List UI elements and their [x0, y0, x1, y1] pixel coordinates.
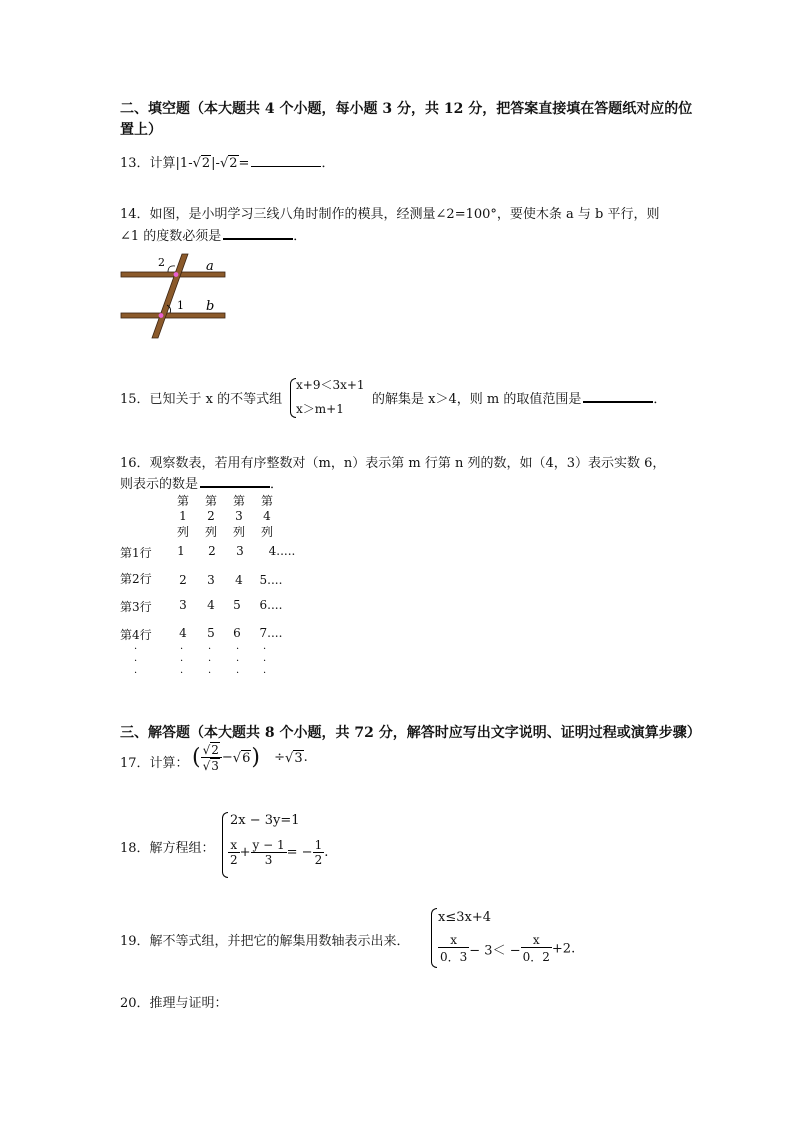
- q17-fraction: $\frac{√2}{√3}$: [201, 742, 222, 773]
- section2-title-line1: 二、填空题（本大题共 4 个小题，每小题 3 分，共 12 分，把答案直接填在答题纸对应的位: [120, 101, 693, 117]
- q14-parallel-strips-figure: [118, 252, 230, 340]
- section3-title: 三、解答题（本大题共 8 个小题，共 72 分，解答时应写出文字说明、证明过程或演算步骤）: [120, 725, 701, 741]
- q15-answer-blank: [583, 389, 653, 403]
- ellipsis-col-label: · · ·: [134, 644, 138, 679]
- q15-inequality-1: x+9＜3x+1: [296, 378, 365, 392]
- table-cell: 5: [207, 626, 215, 640]
- ellipsis-col-1: · · ·: [180, 644, 184, 679]
- q15-tail: ．: [653, 392, 667, 407]
- q18-equation-1: 2x − 3y=1: [230, 813, 300, 828]
- ellipsis-col-2: · · ·: [208, 644, 212, 679]
- q13-radicand-1: 2: [201, 156, 211, 171]
- ellipsis-col-4: · · ·: [263, 644, 267, 679]
- angle2-arc: [168, 266, 175, 272]
- q15-prefix: 15．已知关于 x 的不等式组: [120, 392, 283, 407]
- col-header-3: 第 3 列: [232, 494, 245, 539]
- q13-mid: |-: [211, 156, 220, 171]
- row-label-4: 第4行: [120, 628, 152, 642]
- table-cell: 4: [235, 573, 243, 587]
- table-cell: 5....: [259, 573, 283, 587]
- col-header-4: 第 4 列: [260, 494, 273, 539]
- q13-number: 13．: [120, 156, 150, 171]
- table-cell: 3: [207, 573, 215, 587]
- table-cell: 6: [233, 626, 241, 640]
- table-cell: 4: [179, 626, 187, 640]
- table-cell: 1: [177, 544, 185, 558]
- q19-inequality-2: $\frac{x}{0.3}$ − 3＜ − $\frac{x}{0.2}$ +2.: [440, 933, 576, 964]
- q13-radicand-2: 2: [229, 156, 238, 171]
- q16-tail: ．: [270, 477, 284, 492]
- q13-tail: ．: [321, 156, 335, 171]
- q20-text: 20．推理与证明：: [120, 996, 228, 1011]
- table-cell: 3: [236, 544, 244, 558]
- pin-bottom: [159, 313, 164, 318]
- question-13: 13．计算|1-√2|-√2= ．: [120, 156, 335, 171]
- q13-equals: =: [238, 156, 250, 171]
- q16-line2-text: 则表示的数是: [120, 477, 199, 492]
- q17-expression: ( $\frac{√2}{√3}$ −√6) ÷√3.: [192, 743, 308, 773]
- table-cell: 4: [207, 598, 215, 612]
- q16-answer-blank: [200, 474, 270, 488]
- label-angle-2: 2: [158, 256, 165, 269]
- row-label-1: 第1行: [120, 546, 152, 560]
- q16-line2: [120, 473, 283, 492]
- ellipsis-col-3: · · ·: [236, 644, 240, 679]
- q15-suffix: [372, 388, 666, 407]
- section2-title-line2: 置上）: [120, 122, 162, 138]
- row-label-2: 第2行: [120, 572, 152, 586]
- q14-tail: ．: [293, 229, 307, 244]
- label-line-a: a: [206, 259, 214, 274]
- q19-brace: [431, 908, 437, 968]
- label-line-b: b: [206, 299, 215, 314]
- col-header-1: 第 1 列: [176, 494, 189, 539]
- q18-prefix: 18．解方程组：: [120, 841, 215, 856]
- q13-text: 计算|1-: [149, 156, 193, 171]
- q14-line2-text: ∠1 的度数必须是: [120, 229, 222, 244]
- table-cell: 6....: [259, 598, 283, 612]
- q13-answer-blank: [251, 154, 321, 167]
- q14-answer-blank: [223, 226, 293, 240]
- label-angle-1: 1: [177, 299, 184, 312]
- q17-prefix: 17．计算：: [120, 756, 189, 771]
- q15-suffix-text: 的解集是 x＞4，则 m 的取值范围是: [372, 392, 582, 407]
- q19-prefix: 19．解不等式组，并把它的解集用数轴表示出来．: [120, 934, 410, 949]
- table-cell: 7....: [259, 626, 283, 640]
- pin-top: [174, 272, 179, 277]
- q18-equation-2: $\frac{x}{2}$ + $\frac{y - 1}{3}$ = − $\frac{1}{2}$ .: [230, 838, 329, 867]
- table-cell: 3: [179, 598, 187, 612]
- q14-line1: 14．如图，是小明学习三线八角时制作的模具，经测量∠2=100°，要使木条 a 与 b 平行，则: [120, 207, 660, 222]
- table-cell: 2: [179, 573, 187, 587]
- q15-inequality-2: x＞m+1: [296, 402, 344, 416]
- q19-inequality-1: x≤3x+4: [438, 910, 491, 925]
- table-cell: 2: [208, 544, 216, 558]
- table-cell: 5: [233, 598, 241, 612]
- q14-line2: [120, 225, 306, 244]
- q16-line1: 16．观察数表，若用有序整数对（m，n）表示第 m 行第 n 列的数，如（4，3）表示实数 6，: [120, 456, 666, 471]
- col-header-2: 第 2 列: [204, 494, 217, 539]
- row-label-3: 第3行: [120, 600, 152, 614]
- table-cell: 4.....: [268, 544, 296, 558]
